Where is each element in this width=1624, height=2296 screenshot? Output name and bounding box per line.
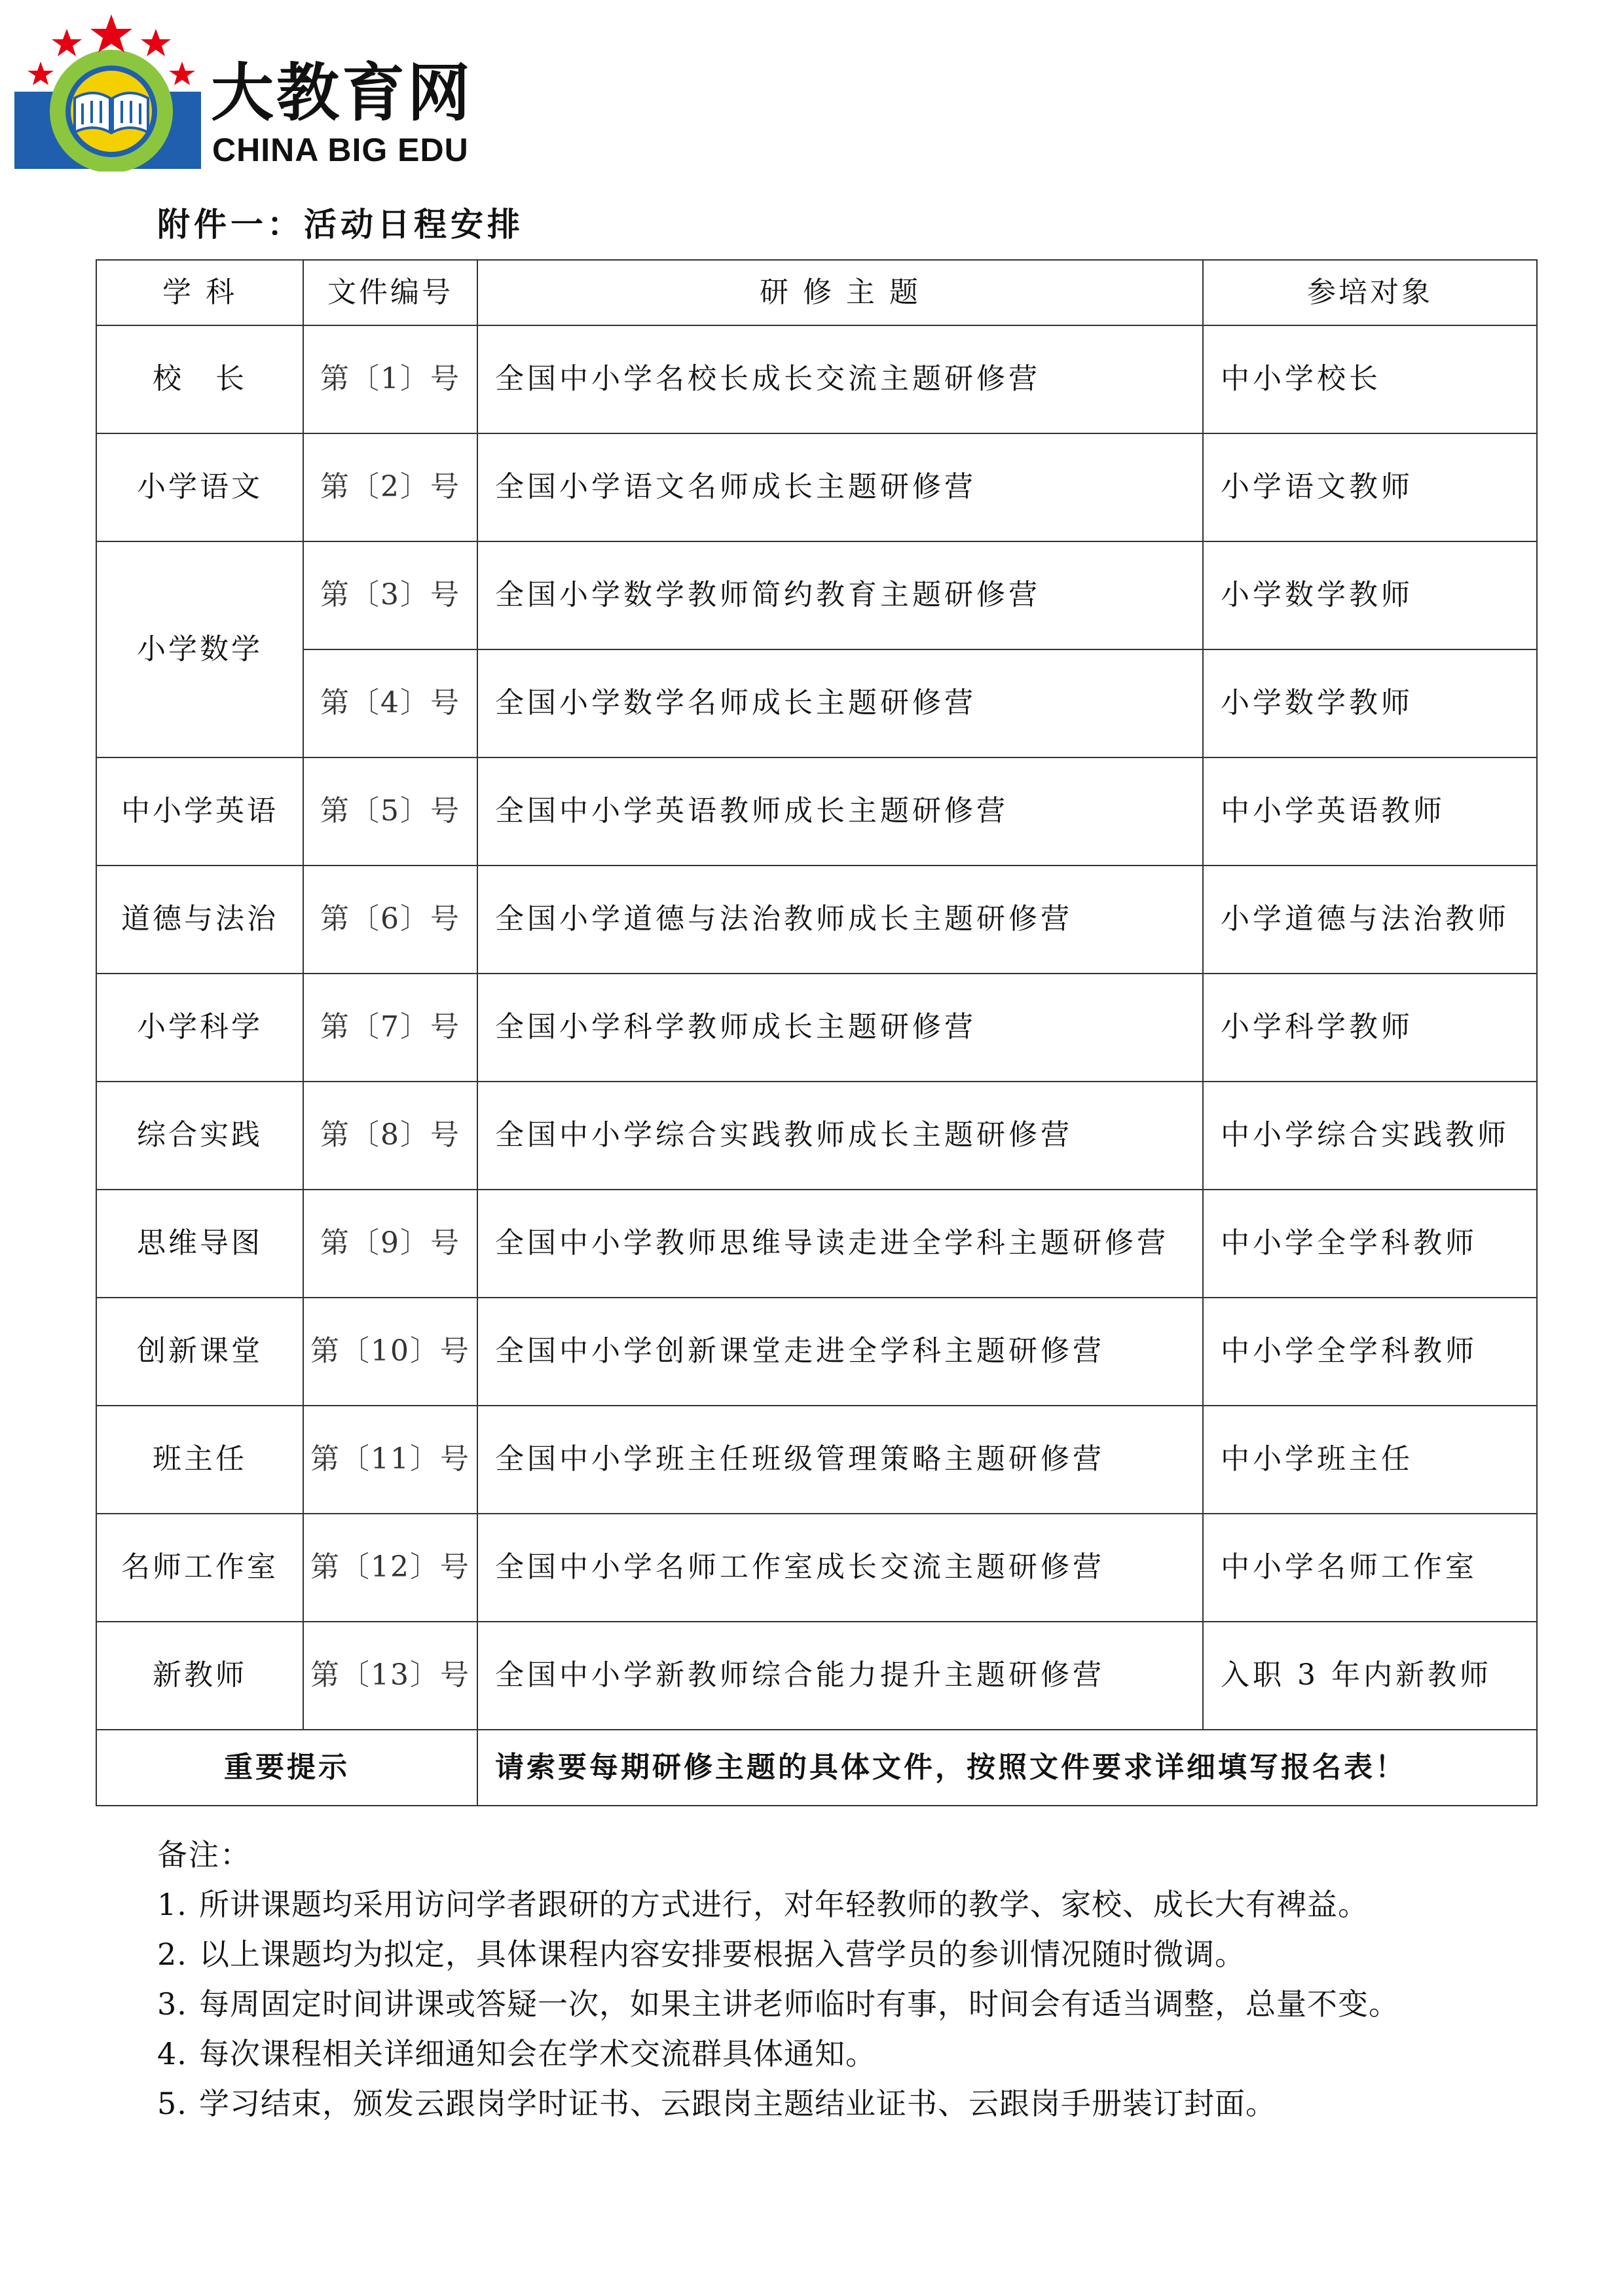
target-cell: 中小学英语教师 xyxy=(1203,757,1537,866)
subject-cell: 小学语文 xyxy=(96,433,303,541)
topic-cell: 全国中小学英语教师成长主题研修营 xyxy=(477,757,1203,866)
target-cell: 中小学全学科教师 xyxy=(1203,1298,1537,1406)
list-item xyxy=(157,1880,1532,1929)
file-number-cell: 第〔1〕号 xyxy=(303,325,477,433)
target-cell: 中小学校长 xyxy=(1203,325,1537,433)
topic-cell: 全国小学数学名师成长主题研修营 xyxy=(477,649,1203,757)
subject-cell: 名师工作室 xyxy=(96,1514,303,1622)
list-item xyxy=(157,1979,1532,2029)
table-row xyxy=(96,1514,1537,1622)
subject-cell: 班主任 xyxy=(96,1406,303,1514)
brand-name-en: CHINA BIG EDU xyxy=(212,132,469,168)
notes-section xyxy=(157,1830,1532,2128)
book-globe-logo-icon xyxy=(14,14,211,172)
notice-text: 请索要每期研修主题的具体文件，按照文件要求详细填写报名表！ xyxy=(477,1730,1537,1806)
subject-cell: 小学科学 xyxy=(96,974,303,1082)
file-number-cell: 第〔11〕号 xyxy=(303,1406,477,1514)
topic-cell: 全国小学科学教师成长主题研修营 xyxy=(477,974,1203,1082)
subject-cell: 中小学英语 xyxy=(96,757,303,866)
notice-row xyxy=(96,1730,1537,1806)
target-cell: 中小学班主任 xyxy=(1203,1406,1537,1514)
table-row xyxy=(96,1622,1537,1730)
brand-name-cn: 大教育网 xyxy=(211,56,473,130)
note-number: 3. xyxy=(157,1986,187,2022)
notes-list xyxy=(157,1880,1532,2128)
note-text: 学习结束，颁发云跟岗学时证书、云跟岗主题结业证书、云跟岗手册装订封面。 xyxy=(199,2086,1276,2121)
note-text: 以上课题均为拟定，具体课程内容安排要根据入营学员的参训情况随时微调。 xyxy=(199,1937,1246,1972)
subject-cell: 思维导图 xyxy=(96,1190,303,1298)
file-number-cell: 第〔4〕号 xyxy=(303,649,477,757)
header-file-number: 文件编号 xyxy=(303,260,477,325)
table-row xyxy=(96,974,1537,1082)
list-item xyxy=(157,2029,1532,2079)
header-target: 参培对象 xyxy=(1203,260,1537,325)
table-row xyxy=(96,649,1537,757)
topic-cell: 全国中小学名师工作室成长交流主题研修营 xyxy=(477,1514,1203,1622)
table-row xyxy=(96,1406,1537,1514)
topic-cell: 全国中小学综合实践教师成长主题研修营 xyxy=(477,1082,1203,1190)
target-cell: 小学数学教师 xyxy=(1203,649,1537,757)
file-number-cell: 第〔5〕号 xyxy=(303,757,477,866)
table-row xyxy=(96,325,1537,433)
notes-title: 备注： xyxy=(157,1837,251,1872)
target-cell: 中小学全学科教师 xyxy=(1203,1190,1537,1298)
table-row xyxy=(96,1298,1537,1406)
note-text: 每周固定时间讲课或答疑一次，如果主讲老师临时有事，时间会有适当调整，总量不变。 xyxy=(199,1986,1399,2022)
topic-cell: 全国小学道德与法治教师成长主题研修营 xyxy=(477,866,1203,974)
list-item xyxy=(157,2079,1532,2128)
target-cell: 中小学综合实践教师 xyxy=(1203,1082,1537,1190)
target-cell: 小学语文教师 xyxy=(1203,433,1537,541)
target-cell: 中小学名师工作室 xyxy=(1203,1514,1537,1622)
header-subject: 学 科 xyxy=(96,260,303,325)
brand-logo xyxy=(14,14,486,172)
file-number-cell: 第〔8〕号 xyxy=(303,1082,477,1190)
subject-cell: 校 长 xyxy=(96,325,303,433)
target-cell: 小学道德与法治教师 xyxy=(1203,866,1537,974)
topic-cell: 全国小学语文名师成长主题研修营 xyxy=(477,433,1203,541)
file-number-cell: 第〔2〕号 xyxy=(303,433,477,541)
subject-cell: 综合实践 xyxy=(96,1082,303,1190)
target-cell: 入职 3 年内新教师 xyxy=(1203,1622,1537,1730)
file-number-cell: 第〔13〕号 xyxy=(303,1622,477,1730)
file-number-cell: 第〔9〕号 xyxy=(303,1190,477,1298)
file-number-cell: 第〔6〕号 xyxy=(303,866,477,974)
note-number: 5. xyxy=(157,2086,187,2121)
table-row xyxy=(96,866,1537,974)
table-row xyxy=(96,757,1537,866)
note-text: 所讲课题均采用访问学者跟研的方式进行，对年轻教师的教学、家校、成长大有裨益。 xyxy=(199,1887,1369,1922)
topic-cell: 全国中小学创新课堂走进全学科主题研修营 xyxy=(477,1298,1203,1406)
table-row xyxy=(96,541,1537,649)
notice-label: 重要提示 xyxy=(96,1730,477,1806)
table-row xyxy=(96,1190,1537,1298)
file-number-cell: 第〔12〕号 xyxy=(303,1514,477,1622)
note-number: 4. xyxy=(157,2036,187,2071)
subject-cell: 小学数学 xyxy=(96,541,303,757)
subject-cell: 新教师 xyxy=(96,1622,303,1730)
target-cell: 小学科学教师 xyxy=(1203,974,1537,1082)
page-title: 附件一：活动日程安排 xyxy=(157,205,524,244)
header-topic: 研 修 主 题 xyxy=(477,260,1203,325)
table-row xyxy=(96,433,1537,541)
subject-cell: 创新课堂 xyxy=(96,1298,303,1406)
note-number: 2. xyxy=(157,1937,187,1972)
topic-cell: 全国中小学新教师综合能力提升主题研修营 xyxy=(477,1622,1203,1730)
file-number-cell: 第〔3〕号 xyxy=(303,541,477,649)
topic-cell: 全国中小学班主任班级管理策略主题研修营 xyxy=(477,1406,1203,1514)
topic-cell: 全国中小学教师思维导读走进全学科主题研修营 xyxy=(477,1190,1203,1298)
table-row xyxy=(96,1082,1537,1190)
topic-cell: 全国小学数学教师简约教育主题研修营 xyxy=(477,541,1203,649)
target-cell: 小学数学教师 xyxy=(1203,541,1537,649)
note-text: 每次课程相关详细通知会在学术交流群具体通知。 xyxy=(199,2036,876,2071)
subject-cell: 道德与法治 xyxy=(96,866,303,974)
topic-cell: 全国中小学名校长成长交流主题研修营 xyxy=(477,325,1203,433)
table-header-row xyxy=(96,260,1537,325)
file-number-cell: 第〔10〕号 xyxy=(303,1298,477,1406)
schedule-table xyxy=(96,259,1538,1806)
note-number: 1. xyxy=(157,1887,187,1922)
file-number-cell: 第〔7〕号 xyxy=(303,974,477,1082)
list-item xyxy=(157,1929,1532,1979)
